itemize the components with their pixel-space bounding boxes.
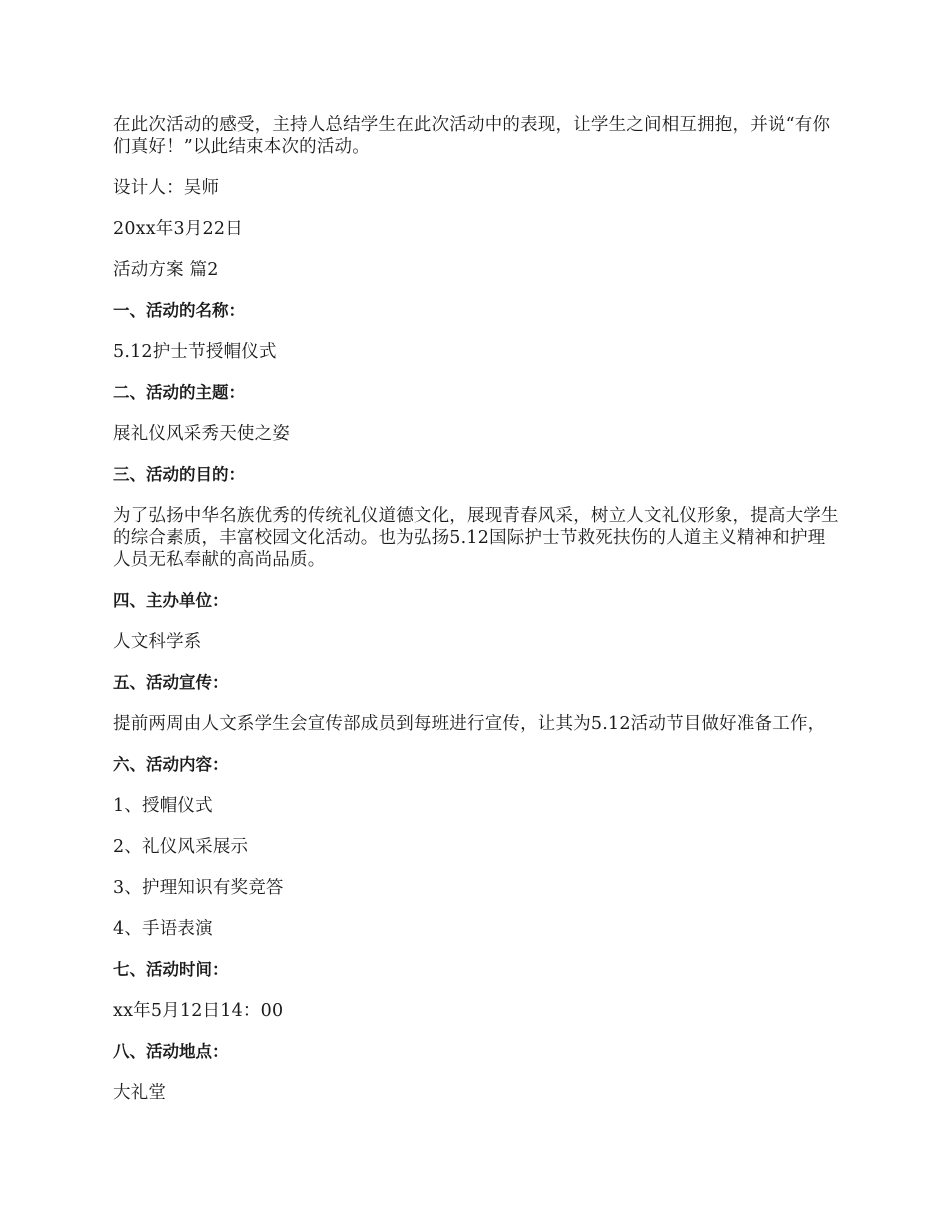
intro-paragraph: 在此次活动的感受，主持人总结学生在此次活动中的表现，让学生之间相互拥抱，并说“有你们真好！”以此结束本次的活动。 bbox=[113, 115, 831, 157]
heading-activity-location: 八、活动地点： bbox=[113, 1042, 229, 1061]
heading-promotion: 五、活动宣传： bbox=[113, 673, 229, 692]
activity-time-text: xx年5月12日14：00 bbox=[113, 1001, 284, 1021]
section-title: 活动方案 篇2 bbox=[113, 260, 219, 280]
heading-activity-content: 六、活动内容： bbox=[113, 755, 229, 774]
heading-activity-purpose: 三、活动的目的： bbox=[113, 465, 245, 484]
heading-organizer: 四、主办单位： bbox=[113, 591, 229, 610]
heading-activity-theme: 二、活动的主题： bbox=[113, 383, 245, 402]
content-item: 3、护理知识有奖竞答 bbox=[113, 878, 284, 898]
organizer-text: 人文科学系 bbox=[113, 632, 202, 652]
content-item: 1、授帽仪式 bbox=[113, 796, 213, 816]
promotion-text: 提前两周由人文系学生会宣传部成员到每班进行宣传，让其为5.12活动节目做好准备工作， bbox=[113, 714, 826, 734]
designer-line: 设计人：吴师 bbox=[113, 178, 220, 198]
content-item: 4、手语表演 bbox=[113, 919, 213, 939]
heading-activity-name: 一、活动的名称： bbox=[113, 301, 245, 320]
activity-name-text: 5.12护士节授帽仪式 bbox=[113, 342, 277, 362]
heading-activity-time: 七、活动时间： bbox=[113, 960, 229, 979]
activity-location-text: 大礼堂 bbox=[113, 1083, 167, 1103]
content-item: 2、礼仪风采展示 bbox=[113, 837, 249, 857]
date-line: 20xx年3月22日 bbox=[113, 219, 243, 239]
activity-purpose-text: 为了弘扬中华名族优秀的传统礼仪道德文化，展现青春风采，树立人文礼仪形象，提高大学生的综合素质，丰富校园文化活动。也为弘扬5.12国际护士节救死扶伤的人道主义精神和护理人员无私奉献的高尚品质。 bbox=[113, 506, 839, 570]
activity-theme-text: 展礼仪风采秀天使之姿 bbox=[113, 424, 290, 444]
